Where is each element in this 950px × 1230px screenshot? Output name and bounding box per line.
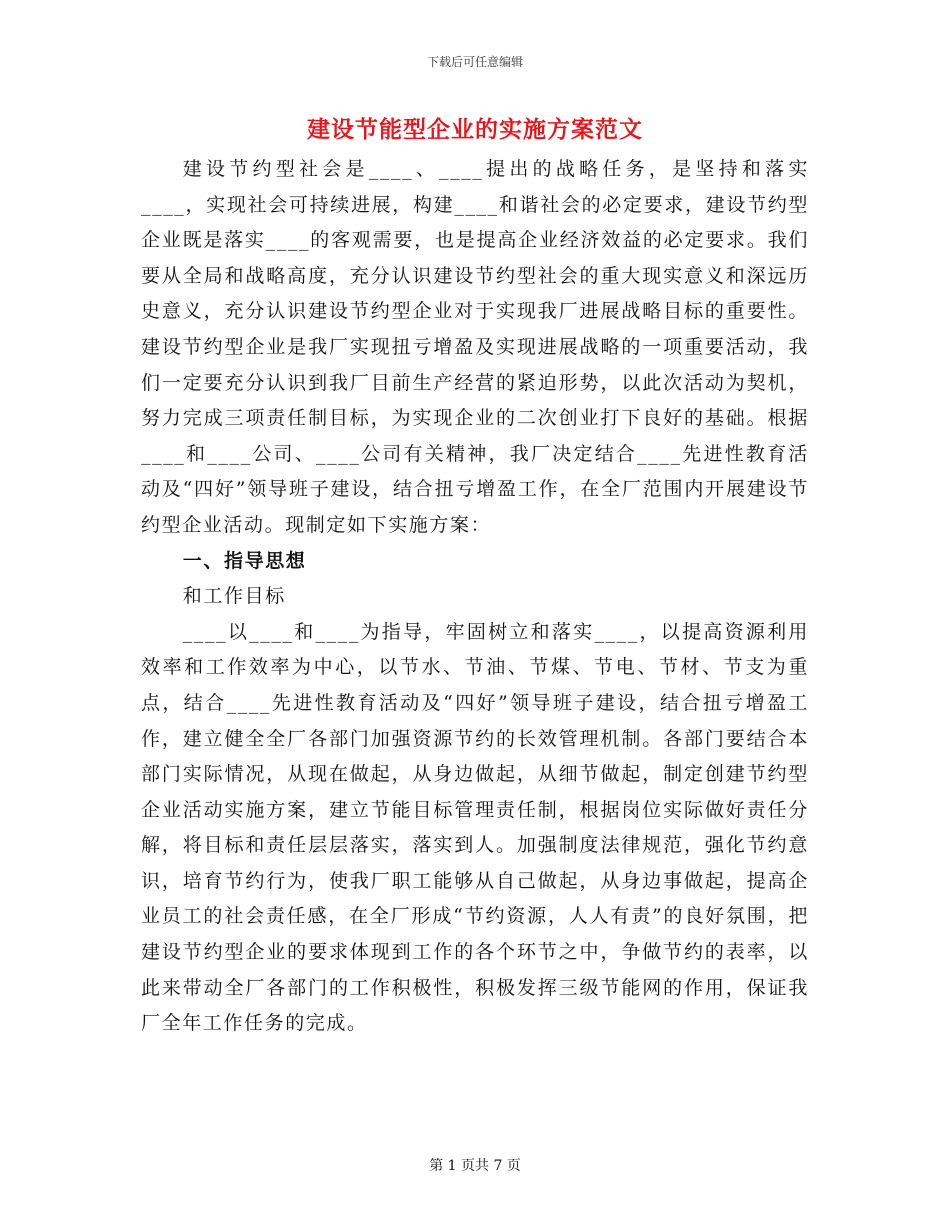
section-body-paragraph: ____以____和____为指导，牢固树立和落实____，以提高资源利用效率和工作效率为中心，以节水、节油、节煤、节电、节材、节支为重点，结合____先进性教育活动及“四好”领导班子建设，结合扭亏增盈工作，建立健全全厂各部门加强资源节约的长效管理机制。各部门要结合本部门实际情况，从现在做起，从身边做起，从细节做起，制定创建节约型企业活动实施方案，建立节能目标管理责任制，根据岗位实际做好责任分解，将目标和责任层层落实，落实到人。加强制度法律规范，强化节约意识，培育节约行为，使我厂职工能够从自己做起，从身边事做起，提高企业员工的社会责任感，在全厂形成“节约资源，人人有责”的良好氛围，把建设节约型企业的要求体现到工作的各个环节之中，争做节约的表率，以此来带动全厂各部门的工作积极性，积极发挥三级节能网的作用，保证我厂全年工作任务的完成。 xyxy=(141,620,809,1035)
page-number: 第 1 页共 7 页 xyxy=(429,1158,521,1174)
intro-paragraph: 建设节约型社会是____、____提出的战略任务，是坚持和落实____，实现社会可持续进展，构建____和谐社会的必定要求，建设节约型企业既是落实____的客观需要，也是提高企业经济效益的必定要求。我们要从全局和战略高度，充分认识建设节约型社会的重大现实意义和深远历史意义，充分认识建设节约型企业对于实现我厂进展战略目标的重要性。建设节约型企业是我厂实现扭亏增盈及实现进展战略的一项重要活动，我们一定要充分认识到我厂目前生产经营的紧迫形势，以此次活动为契机，努力完成三项责任制目标，为实现企业的二次创业打下良好的基础。根据____和____公司、____公司有关精神，我厂决定结合____先进性教育活动及“四好”领导班子建设，结合扭亏增盈工作，在全厂范围内开展建设节约型企业活动。现制定如下实施方案： xyxy=(141,158,809,536)
page-header: 下载后可任意编辑 xyxy=(426,55,523,69)
section-subheading-work-goals: 和工作目标 xyxy=(182,585,286,608)
section-heading-guiding-ideology: 一、指导思想 xyxy=(182,549,307,572)
document-title: 建设节能型企业的实施方案范文 xyxy=(307,116,643,143)
document-body xyxy=(141,152,809,1042)
